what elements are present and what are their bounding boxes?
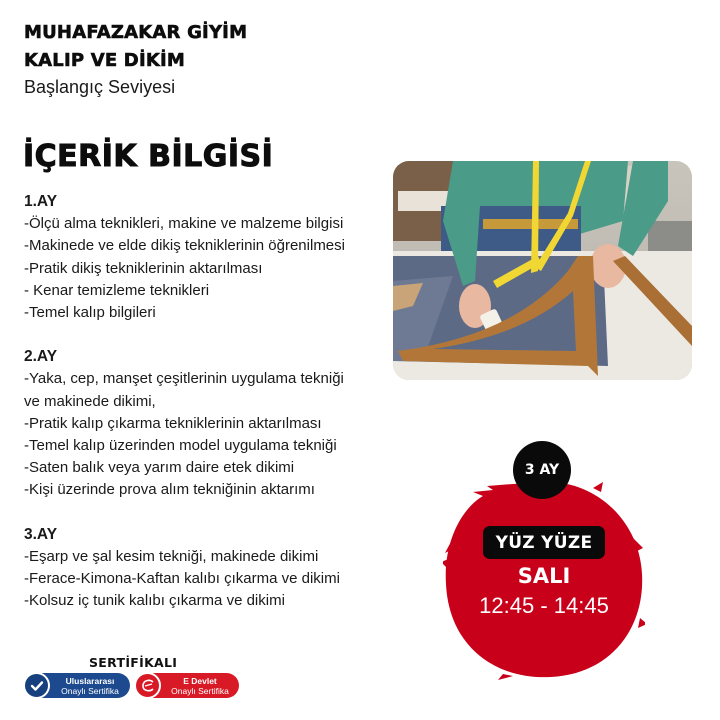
list-item: -Ölçü alma teknikleri, makine ve malzeme bilgisi [24,215,344,233]
badge-title: E Devlet [183,675,217,686]
course-title-line-1: MUHAFAZAKAR GİYİM [24,22,248,43]
sewing-photo-illustration [393,161,692,380]
course-title [24,19,247,75]
month-2 [24,346,384,501]
list-item: -Pratik dikiş tekniklerinin aktarılması [24,259,263,277]
e-devlet-logo-icon [134,672,161,699]
duration-badge: 3 AY [513,441,571,499]
list-item: ve makinede dikimi, [24,392,156,410]
list-item: -Yaka, cep, manşet çeşitlerinin uygulama tekniği [24,370,344,388]
training-mode-badge: YÜZ YÜZE [483,526,605,559]
month-1 [24,191,384,324]
sewing-photo [393,161,692,380]
badge-title: Uluslararası [65,675,115,686]
list-item: -Pratik kalıp çıkarma tekniklerinin aktarılması [24,414,322,432]
month-title: 3.AY [24,525,58,543]
list-item: -Kişi üzerinde prova alım tekniğinin aktarımı [24,481,315,499]
list-item: -Eşarp ve şal kesim tekniği, makinede dikimi [24,547,319,565]
international-certificate-badge [24,673,130,698]
course-level: Başlangıç Seviyesi [24,77,176,97]
certificate-label: SERTİFİKALI [89,655,178,670]
month-3 [24,524,384,613]
month-title: 1.AY [24,193,58,210]
badge-subtitle: Onaylı Sertifika [61,685,119,696]
list-item: -Makinede ve elde dikiş tekniklerinin öğrenilmesi [24,237,345,255]
list-item: -Saten balık veya yarım daire etek dikimi [24,459,295,477]
class-time: 12:45 - 14:45 [479,593,609,618]
class-day: SALI [517,564,571,588]
checkmark-icon [23,672,50,699]
e-devlet-certificate-badge [135,673,239,698]
curriculum [24,191,384,612]
content-heading: İÇERİK BİLGİSİ [23,139,274,174]
course-title-line-2: KALIP VE DİKİM [24,50,185,71]
list-item: -Ferace-Kimona-Kaftan kalıbı çıkarma ve dikimi [24,570,340,588]
month-title: 2.AY [24,348,58,366]
badge-subtitle: Onaylı Sertifika [171,685,229,696]
list-item: - Kenar temizleme teknikleri [24,281,210,299]
list-item: -Temel kalıp üzerinden model uygulama tekniği [24,437,337,455]
list-item: -Temel kalıp bilgileri [24,304,156,322]
list-item: -Kolsuz iç tunik kalıbı çıkarma ve dikimi [24,592,285,610]
